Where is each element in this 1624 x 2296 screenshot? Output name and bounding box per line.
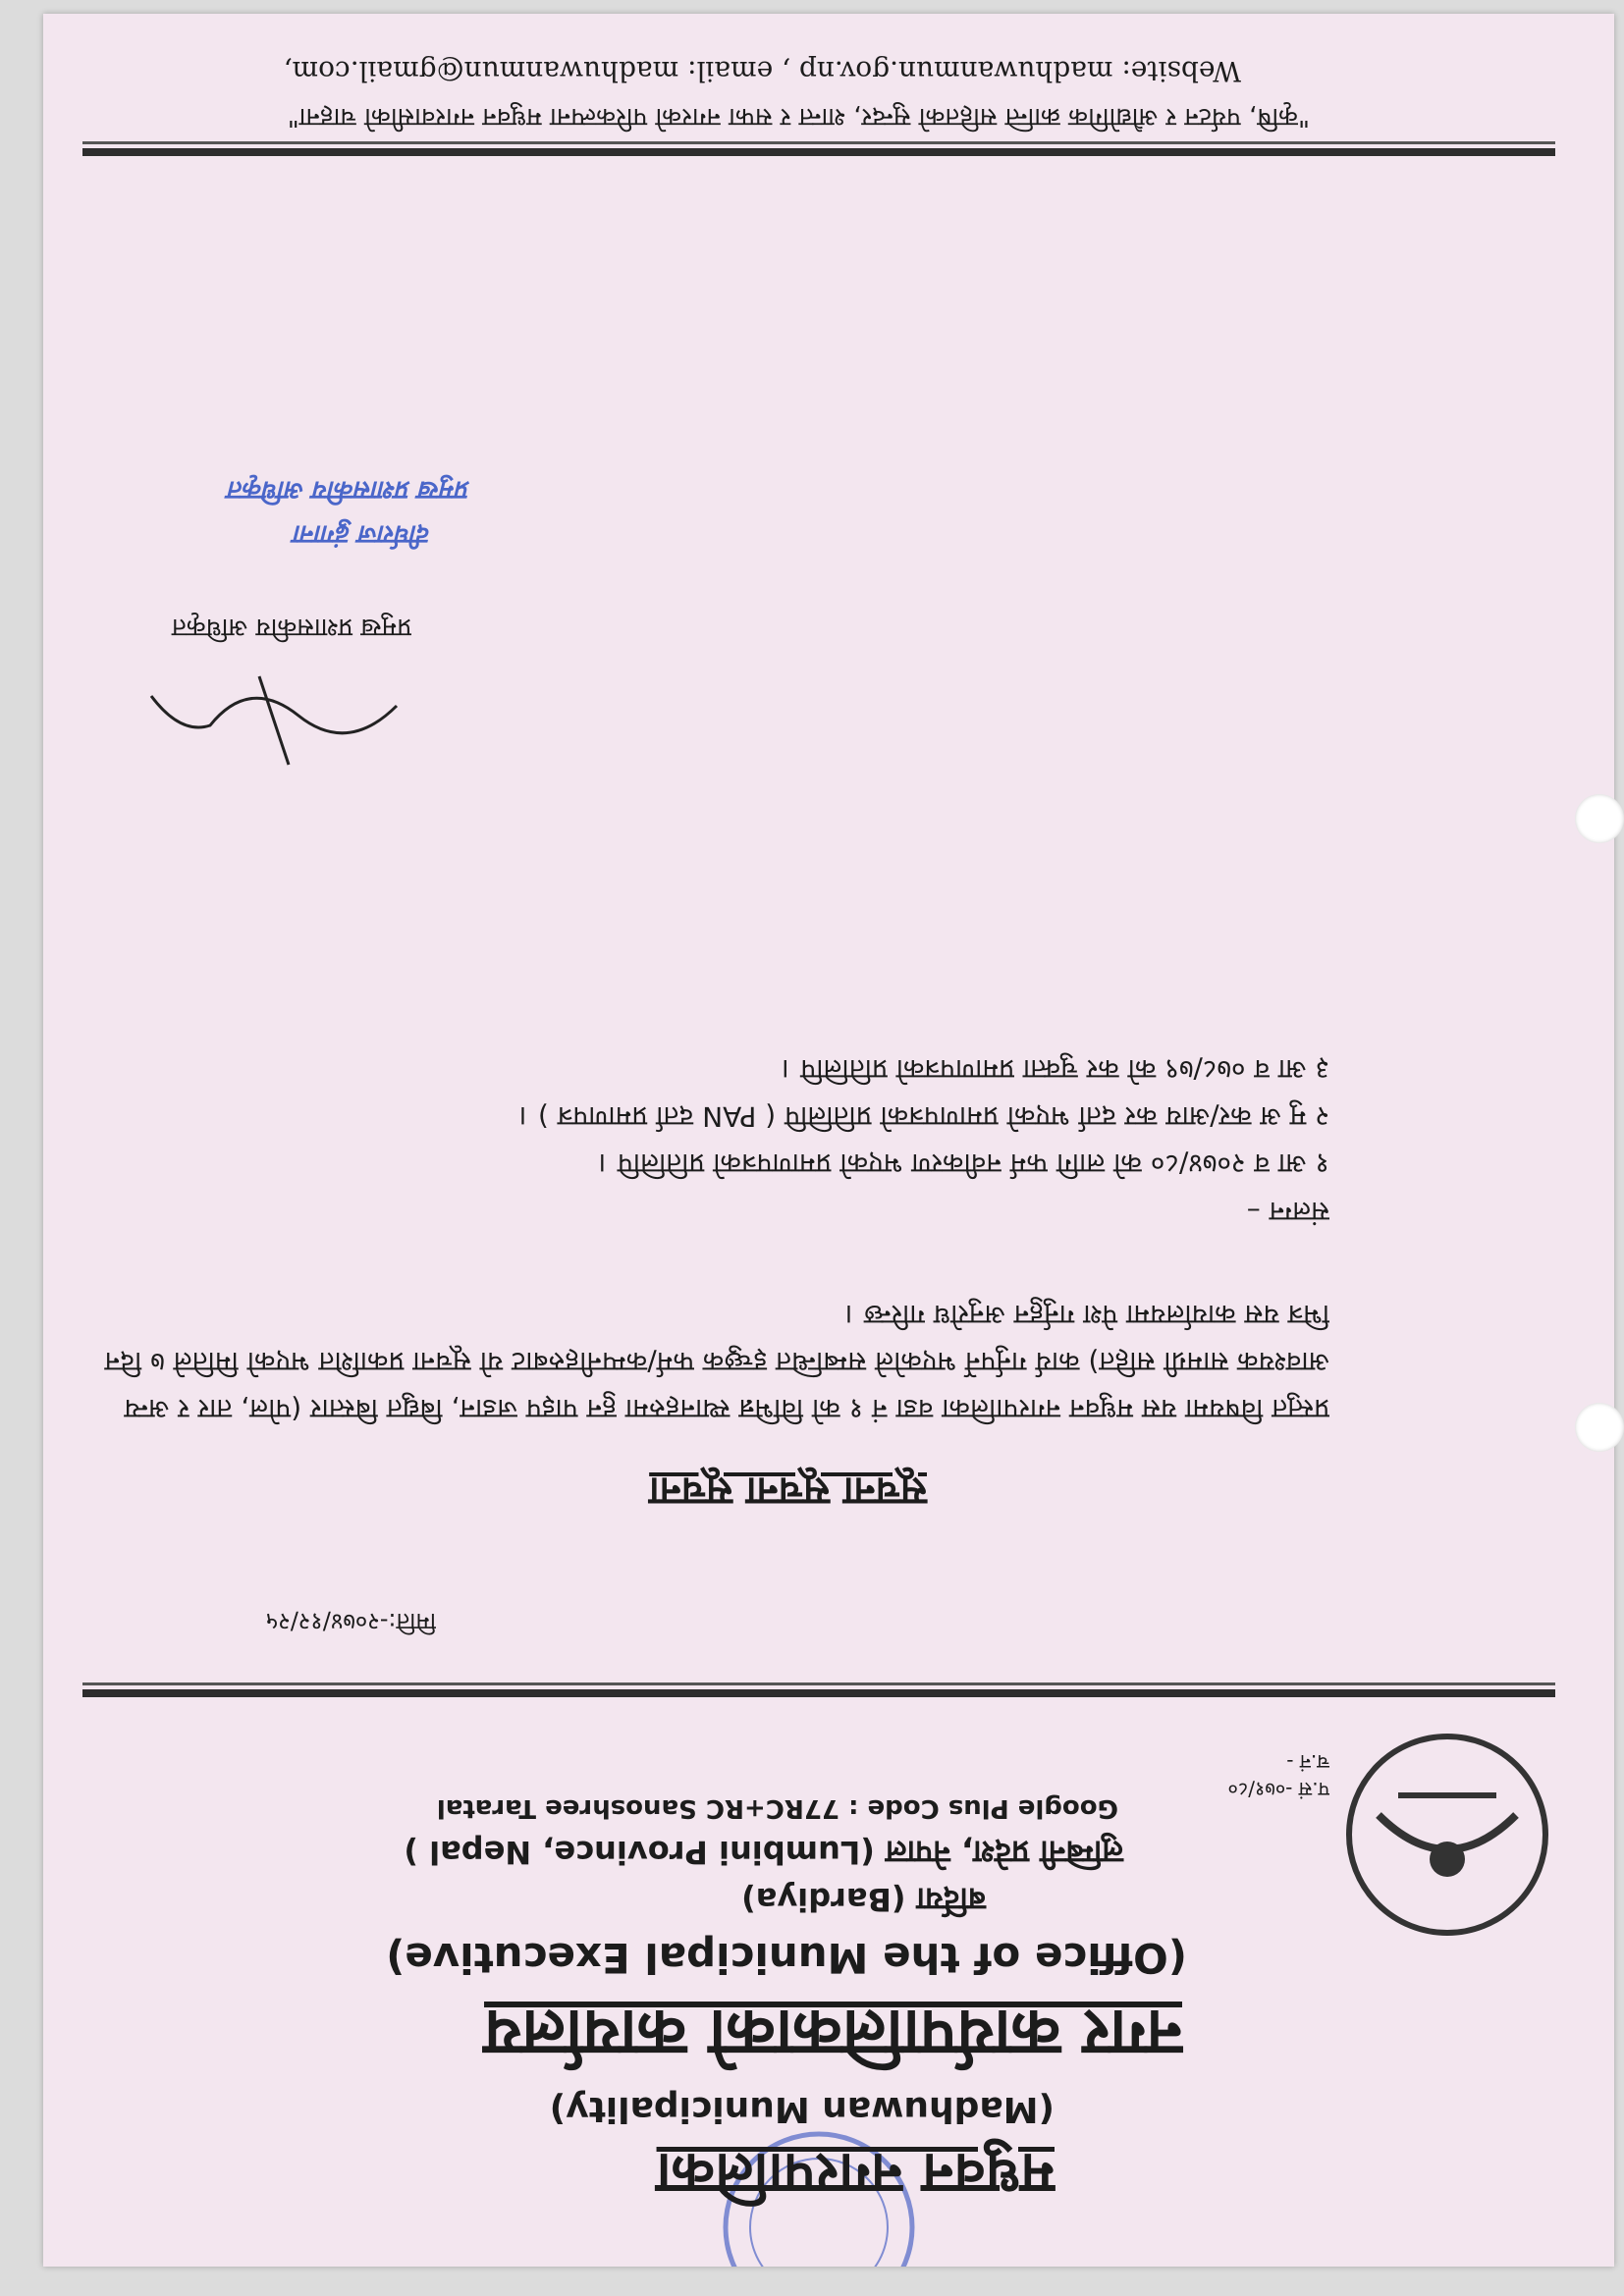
requirement-item: ३ आ व ०७८/७९ को कर चुक्ता प्रमाणपत्रको प्रतिलिपि । [781,1053,1329,1086]
footer-motto: "कृषि, पर्यटन र औद्योगिक क्रान्ति सहितको सुन्दर, शान्त र सफा नगरको परिकल्पना मधुवन नगरवासीको चाहना" [287,102,1310,132]
office-name-english: (Office of the Municipal Executive) [386,1934,1187,1982]
notice-body: प्रस्तुत विषयमा यस मधुवन नगरपालिका वडा नं १ को विभिन्न स्थानहरुमा हुन पाइप जडान, बिद्युत बिस्तार (पोल, तार र अन्य आवश्यक सामग्री सहित) कार्य गर्नुपर्ने भएकोले सम्बन्धित इच्छुक फर्म/कम्पनीहरुबाट यो सूचना प्रकाशित भएको मितिले ७ दिन भित्र यस कार्यालयमा पेश गर्नुहुन अनुरोध गरिन्छ । [104,1299,1329,1425]
municipality-name-nepali: मधुवन नगरपालिका [656,2141,1055,2208]
letter-date: मिति:-२०७४/१२/२५ [265,1608,436,1635]
dispatch-number: च.नं - [1286,1750,1329,1774]
notice-title: सूचना सूचना सूचना [649,1468,927,1514]
requirement-item: १ आ व २०७४/८० को लागि फर्म नवीकरण भएको प्रमाणपत्रको प्रतिलिपि । [598,1148,1329,1180]
punch-hole [1575,794,1624,843]
footer-divider [82,148,1555,156]
handwritten-signature [132,657,406,774]
office-name-nepali: नगर कार्यपालिकाको कार्यालय [484,1996,1182,2071]
district-line: बर्दिया (Bardiya) [741,1881,986,1918]
signatory-title: प्रमुख प्रशासकीय अधिकृत [171,613,411,642]
header-divider [82,1689,1555,1697]
requirements-heading: संलग्न – [1246,1196,1329,1228]
province-line: लुम्बिनी प्रदेश, नेपाल (Lumbini Province, Nepal ) [404,1834,1123,1871]
requirements-list [518,1045,1329,1187]
reference-number: प.सं -०७१/८० [1227,1778,1329,1801]
municipality-name-english: (Madhuwan Municipality) [549,2089,1055,2129]
nepal-emblem-logo [1339,1727,1555,1943]
stamp-designation: प्रमुख प्रशासकीय अधिकृत [229,475,470,505]
letter-paper [43,14,1614,2267]
punch-hole [1575,1403,1624,1452]
stamp-name: दीर्घराज ढुंगाना [295,519,431,549]
requirement-item: २ मु अ कर/आय कर दर्ता भएको प्रमाणपत्रको प्रतिलिपि ( PAN दर्ता प्रमाणपत्र ) । [518,1100,1329,1133]
google-plus-code: Google Plus Code : 77RC+RC Sanoshree Taratal [436,1793,1118,1823]
footer-contact: Website: madhuwanmun.gov.np , email: madhuwanmun@gmail.com, [283,55,1241,87]
